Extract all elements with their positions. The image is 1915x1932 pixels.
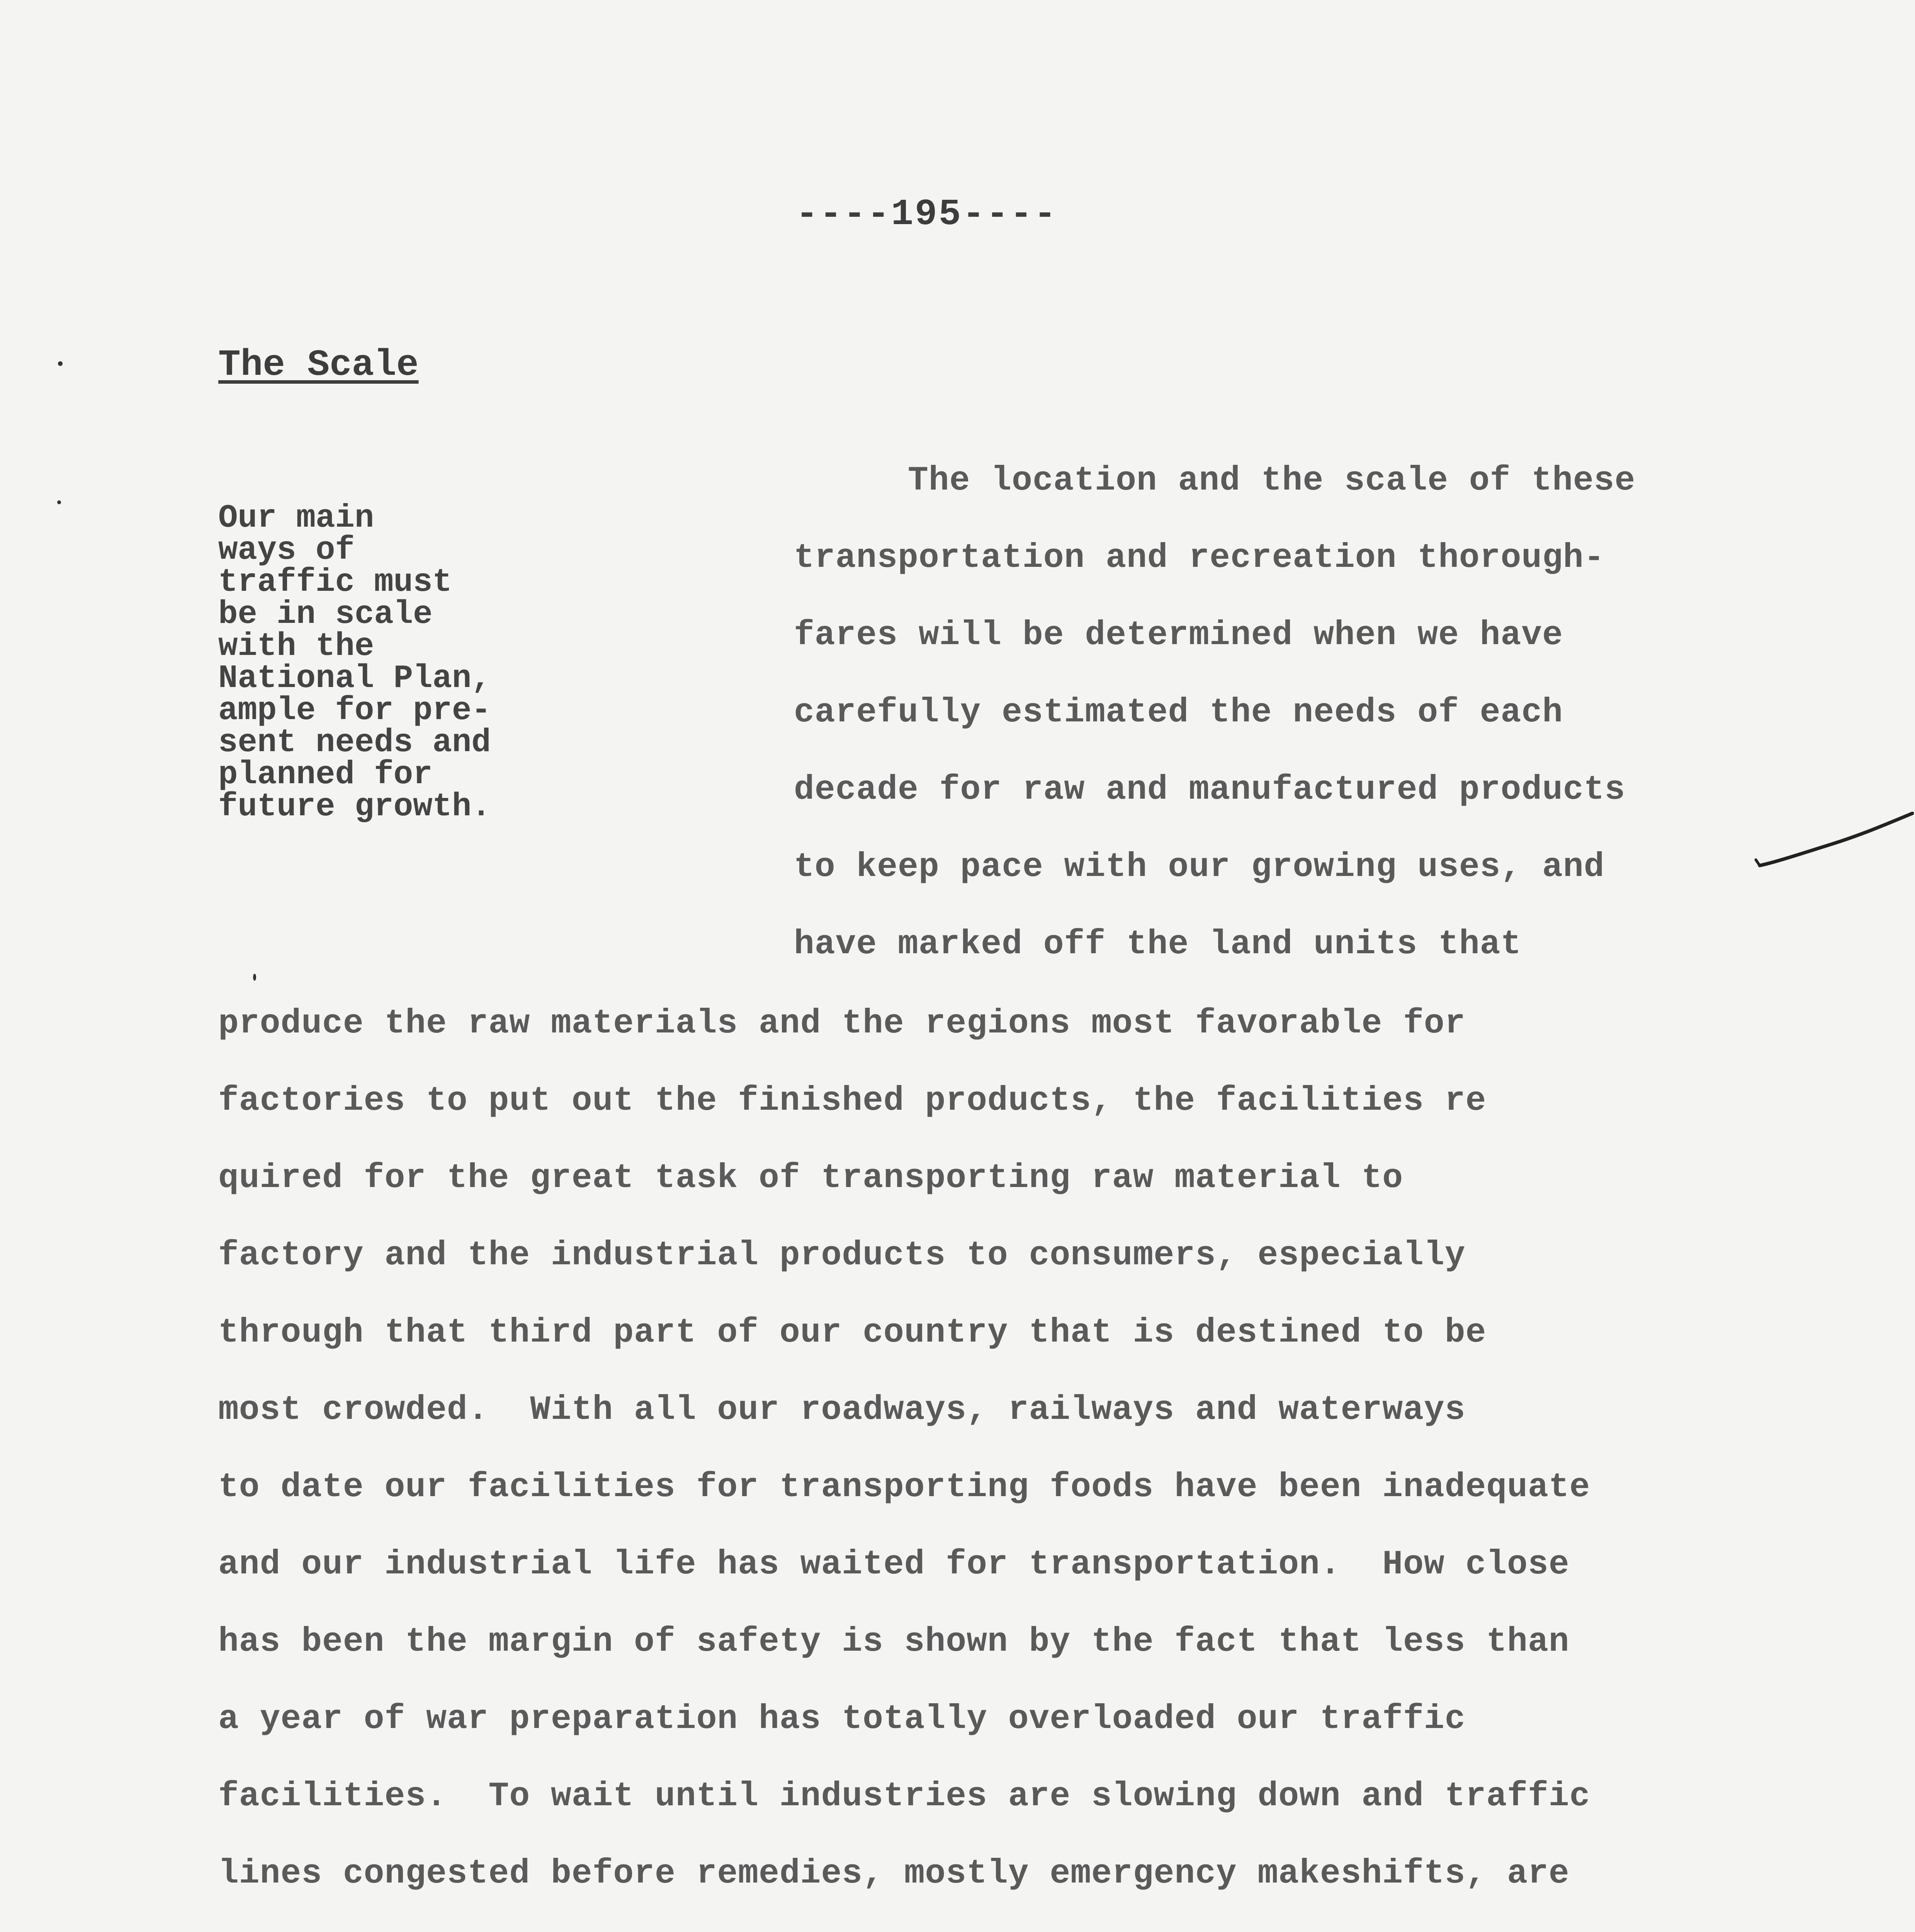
section-heading: The Scale — [218, 344, 419, 386]
page-number: ----195---- — [796, 193, 1058, 235]
text-line: The location and the scale of these — [908, 462, 1636, 500]
text-line: factory and the industrial products to consumers, especially — [218, 1236, 1466, 1275]
text-line: transportation and recreation thorough- — [794, 539, 1605, 577]
text-line: has been the margin of safety is shown by the fact that less than — [218, 1623, 1570, 1661]
text-line: produce the raw materials and the regions most favorable for — [218, 1005, 1466, 1043]
margin-note-line: future growth. — [218, 789, 491, 825]
margin-note-line: ways of — [218, 532, 355, 569]
text-line: carefully estimated the needs of each — [794, 694, 1563, 732]
text-line: quired for the great task of transporting raw material to — [218, 1159, 1404, 1197]
margin-note-line: with the — [218, 628, 374, 665]
text-line: and our industrial life has waited for transportation. How close — [218, 1546, 1570, 1584]
margin-note-line: sent needs and — [218, 724, 491, 761]
margin-note — [218, 502, 566, 823]
margin-note-line: National Plan, — [218, 660, 491, 697]
margin-note-line: ample for pre- — [218, 692, 491, 729]
margin-note-line: traffic must — [218, 564, 452, 601]
text-line: a year of war preparation has totally overloaded our traffic — [218, 1700, 1466, 1738]
text-line: facilities. To wait until industries are slowing down and traffic — [218, 1777, 1590, 1816]
stray-mark — [253, 974, 256, 981]
stray-mark — [57, 500, 61, 504]
pencil-mark-icon — [1754, 808, 1915, 877]
text-line: to keep pace with our growing uses, and — [794, 848, 1605, 886]
text-line: fares will be determined when we have — [794, 616, 1563, 655]
text-line: most crowded. With all our roadways, railways and waterways — [218, 1391, 1466, 1429]
text-line: factories to put out the finished products, the facilities re — [218, 1082, 1487, 1120]
margin-note-line: Our main — [218, 500, 374, 537]
stray-mark — [58, 361, 63, 366]
text-line: to date our facilities for transporting foods have been inadequate — [218, 1468, 1590, 1507]
margin-note-line: planned for — [218, 757, 433, 793]
text-line: lines congested before remedies, mostly emergency makeshifts, are — [218, 1855, 1570, 1893]
margin-note-line: be in scale — [218, 596, 433, 633]
text-line: have marked off the land units that — [794, 925, 1522, 964]
text-line: through that third part of our country that is destined to be — [218, 1314, 1487, 1352]
text-line: decade for raw and manufactured products — [794, 771, 1626, 809]
